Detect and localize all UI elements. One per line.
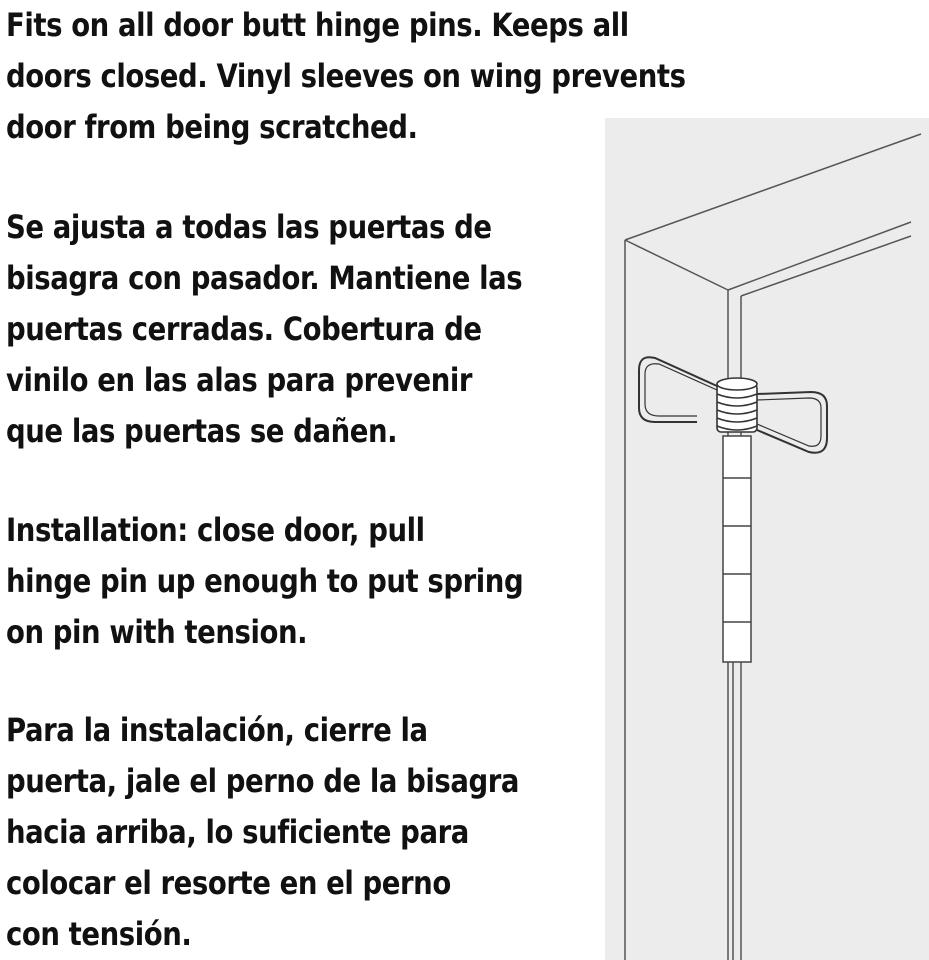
description-spanish <box>6 202 522 457</box>
text-line: vinilo en las alas para prevenir <box>6 361 473 399</box>
text-line: bisagra con pasador. Mantiene las <box>6 259 523 297</box>
text-line: Se ajusta a todas las puertas de <box>6 208 492 246</box>
spring-coil <box>717 378 757 432</box>
installation-spanish <box>6 705 519 960</box>
door-hinge-spring-illustration <box>605 118 929 960</box>
text-line: on pin with tension. <box>6 613 308 651</box>
text-line: Para la instalación, cierre la <box>6 711 428 749</box>
text-line: hacia arriba, lo suficiente para <box>6 813 469 851</box>
text-line: Installation: close door, pull <box>6 511 425 549</box>
installation-english <box>6 505 523 658</box>
text-line: puertas cerradas. Cobertura de <box>6 310 482 348</box>
text-line: doors closed. Vinyl sleeves on wing prevents <box>6 57 686 95</box>
text-line: con tensión. <box>6 915 192 953</box>
text-line: hinge pin up enough to put spring <box>6 562 524 600</box>
door-frame-lines <box>625 134 921 960</box>
description-english <box>6 0 686 153</box>
text-line: colocar el resorte en el perno <box>6 864 451 902</box>
text-line: que las puertas se dañen. <box>6 412 398 450</box>
text-line: Fits on all door butt hinge pins. Keeps all <box>6 6 629 44</box>
text-line: door from being scratched. <box>6 108 418 146</box>
text-line: puerta, jale el perno de la bisagra <box>6 762 520 800</box>
hinge-barrel <box>723 436 751 662</box>
